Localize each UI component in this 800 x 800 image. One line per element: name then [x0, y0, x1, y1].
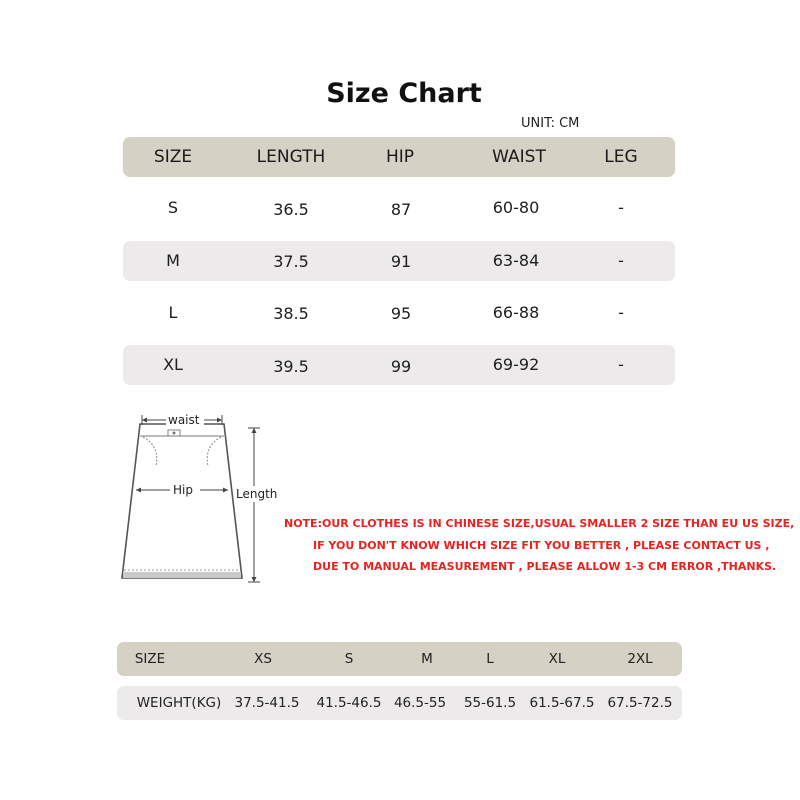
table-row	[123, 241, 675, 281]
cell-leg: -	[618, 198, 624, 217]
weight-header-size: SIZE	[134, 651, 166, 667]
waist-label: waist	[168, 413, 200, 427]
header-hip: HIP	[385, 147, 415, 167]
size-table-header	[123, 137, 675, 177]
cell-hip: 91	[390, 252, 412, 271]
cell-leg: -	[618, 251, 624, 270]
size-col: 2XL	[627, 651, 653, 667]
header-waist: WAIST	[492, 147, 546, 167]
header-leg: LEG	[604, 147, 638, 167]
table-row	[123, 345, 675, 385]
hip-label: Hip	[173, 483, 193, 497]
cell-size: M	[166, 251, 180, 270]
note-line-3: DUE TO MANUAL MEASUREMENT , PLEASE ALLOW 1-3 CM ERROR ,THANKS.	[313, 560, 777, 573]
size-col: XL	[548, 651, 566, 667]
cell-length: 36.5	[273, 200, 309, 219]
cell-leg: -	[618, 303, 624, 322]
header-size: SIZE	[153, 147, 193, 167]
length-label: Length	[236, 487, 278, 501]
weight-range: 67.5-72.5	[607, 695, 673, 711]
weight-range: 37.5-41.5	[234, 695, 300, 711]
cell-size: L	[168, 303, 178, 322]
weight-range: 55-61.5	[463, 695, 517, 711]
cell-waist: 63-84	[492, 251, 540, 270]
cell-hip: 87	[390, 200, 412, 219]
cell-size: XL	[163, 355, 183, 374]
note-line-2: IF YOU DON'T KNOW WHICH SIZE FIT YOU BETTER , PLEASE CONTACT US ,	[313, 539, 770, 552]
header-length: LENGTH	[256, 147, 326, 167]
weight-header-label: WEIGHT(KG)	[136, 695, 222, 711]
cell-size: S	[167, 198, 179, 217]
cell-waist: 60-80	[492, 198, 540, 217]
cell-length: 37.5	[273, 252, 309, 271]
cell-waist: 66-88	[492, 303, 540, 322]
cell-waist: 69-92	[492, 355, 540, 374]
weight-table-size-row	[117, 642, 682, 676]
page-title: Size Chart	[326, 78, 482, 109]
skirt-diagram	[118, 406, 288, 586]
size-col: XS	[254, 651, 272, 667]
table-row	[123, 188, 675, 228]
note-line-1: NOTE:OUR CLOTHES IS IN CHINESE SIZE,USUAL SMALLER 2 SIZE THAN EU US SIZE,	[284, 517, 795, 530]
cell-length: 39.5	[273, 357, 309, 376]
size-col: M	[421, 651, 433, 667]
table-row	[123, 293, 675, 333]
cell-hip: 95	[390, 304, 412, 323]
size-col: L	[486, 651, 494, 667]
cell-length: 38.5	[273, 304, 309, 323]
size-col: S	[344, 651, 354, 667]
weight-table-weight-row	[117, 686, 682, 720]
unit-label: UNIT: CM	[521, 116, 580, 131]
cell-hip: 99	[390, 357, 412, 376]
weight-range: 46.5-55	[393, 695, 447, 711]
skirt-illustration	[118, 406, 288, 586]
weight-range: 41.5-46.5	[316, 695, 382, 711]
weight-range: 61.5-67.5	[529, 695, 595, 711]
cell-leg: -	[618, 355, 624, 374]
